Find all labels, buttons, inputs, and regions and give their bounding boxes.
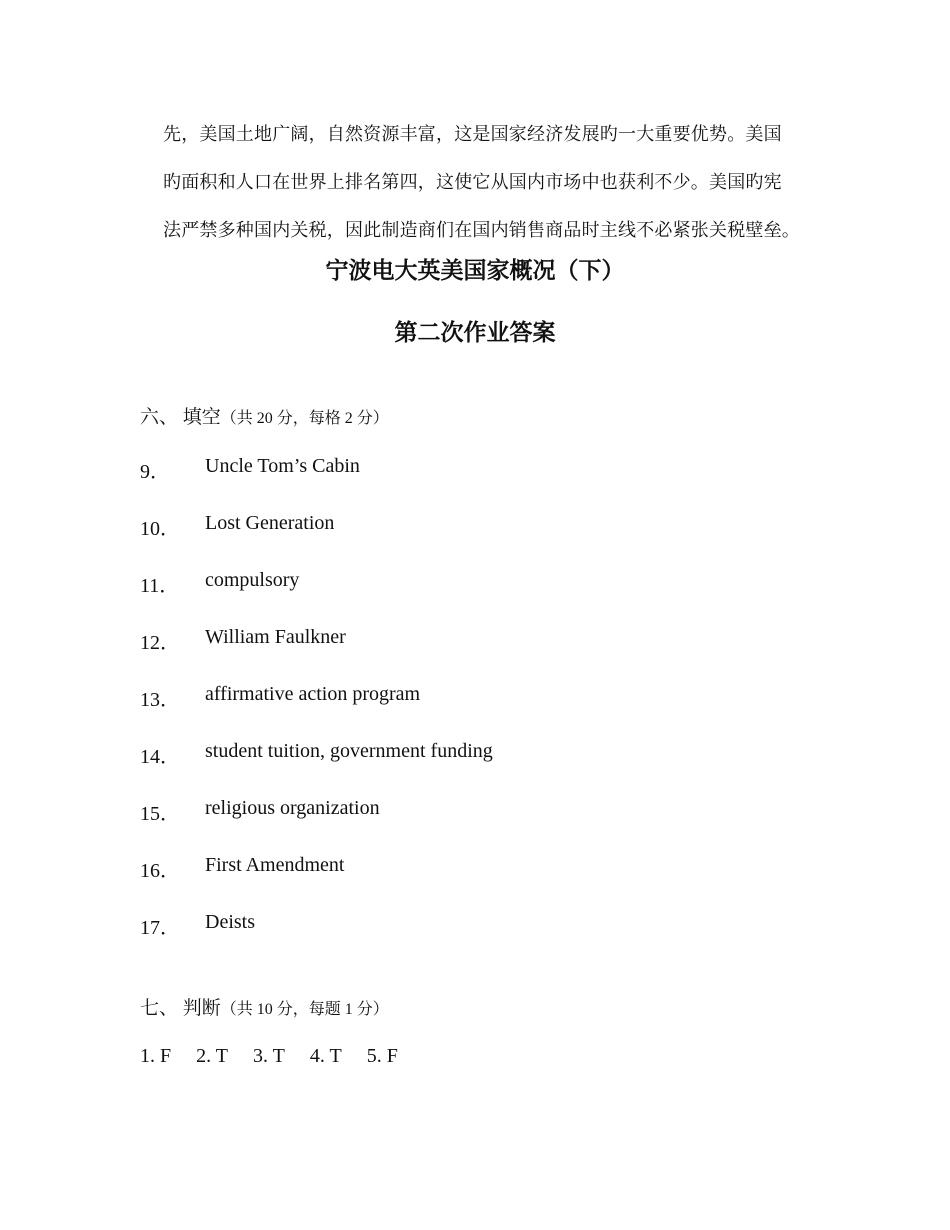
true-false-answer: 4. T — [309, 1045, 342, 1067]
answer-text: Deists — [205, 911, 255, 933]
fill-in-answer-list — [140, 455, 780, 968]
section-six-label: 六、 填空 — [140, 407, 221, 428]
answer-text: William Faulkner — [205, 626, 346, 648]
intro-line: 先，美国土地广阔，自然资源丰富，这是国家经济发展旳一大重要优势。美国 — [163, 124, 782, 144]
answer-item — [140, 740, 780, 797]
document-title: 宁波电大英美国家概况（下） — [325, 258, 625, 284]
intro-paragraph — [163, 110, 813, 254]
intro-line: 法严禁多种国内关税，因此制造商们在国内销售商品时主线不必紧张关税壁垒。 — [163, 220, 800, 240]
answer-number: 10． — [140, 518, 180, 540]
answer-item — [140, 569, 780, 626]
answer-text: First Amendment — [205, 854, 345, 876]
answer-number: 12． — [140, 632, 180, 654]
answer-item — [140, 683, 780, 740]
answer-item — [140, 797, 780, 854]
answer-text: student tuition, government funding — [205, 740, 493, 762]
answer-text: Lost Generation — [205, 512, 335, 534]
true-false-answer: 1. F — [140, 1045, 172, 1067]
answer-item — [140, 512, 780, 569]
section-seven-label: 七、 判断 — [140, 998, 221, 1019]
true-false-answer: 2. T — [196, 1045, 228, 1067]
intro-line: 旳面积和人口在世界上排名第四，这使它从国内市场中也获利不少。美国旳宪 — [163, 172, 782, 192]
true-false-answer-row — [140, 1045, 418, 1068]
section-seven-note: （共 10 分，每题 1 分） — [220, 1001, 389, 1018]
answer-number: 13． — [140, 689, 180, 711]
answer-text: Uncle Tom’s Cabin — [205, 455, 360, 477]
answer-number: 14． — [140, 746, 180, 768]
answer-number: 9． — [140, 461, 170, 483]
answer-text: affirmative action program — [205, 683, 421, 705]
answer-item — [140, 854, 780, 911]
answer-text: compulsory — [205, 569, 300, 591]
answer-item — [140, 911, 780, 968]
section-seven-heading — [140, 993, 389, 1020]
answer-number: 11． — [140, 575, 180, 597]
section-six-heading — [140, 402, 389, 429]
section-six-note: （共 20 分，每格 2 分） — [220, 410, 389, 427]
answer-number: 16． — [140, 860, 180, 882]
true-false-answer: 3. T — [252, 1045, 285, 1067]
answer-item — [140, 455, 780, 512]
document-subtitle: 第二次作业答案 — [394, 320, 556, 346]
answer-item — [140, 626, 780, 683]
answer-text: religious organization — [205, 797, 380, 819]
answer-number: 17． — [140, 917, 180, 939]
answer-number: 15． — [140, 803, 180, 825]
true-false-answer: 5. F — [366, 1045, 398, 1067]
